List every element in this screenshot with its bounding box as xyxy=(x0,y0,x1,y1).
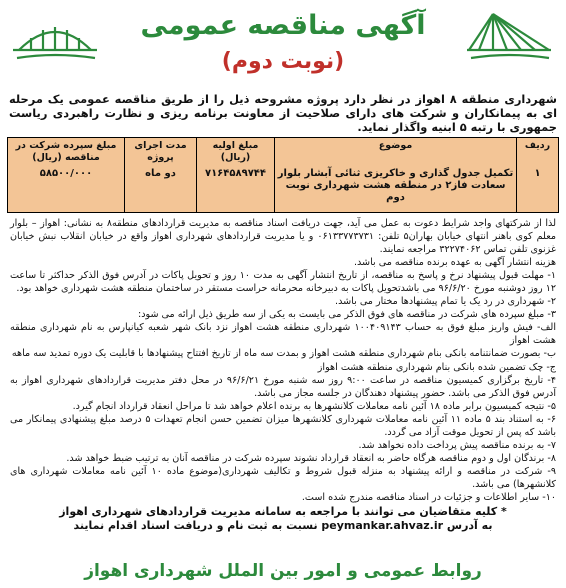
page-title: آگهی مناقصه عمومی xyxy=(140,10,426,41)
table-header-deposit: مبلغ اولیه (ریال) xyxy=(212,140,259,163)
website-link[interactable]: peymankar.ahvaz.ir xyxy=(321,519,444,533)
terms-body xyxy=(5,213,561,533)
footer-url-prefix: به آدرس xyxy=(446,519,493,533)
intro-paragraph: شهرداری منطقه ۸ اهواز در نظر دارد پروژه مشروحه ذیل را از طریق مناقصه عمومی یک مرحله ای به پیمانکاران و شرکت های دارای صلاحیت از معاونت برنامه ریزی و نظارت راهبردی ریاست جمهوری با رتبه ۵ ابنیه واگذار نماید. xyxy=(9,92,557,134)
bridge-icon xyxy=(463,6,555,64)
table-cell-amount: ۵۸۵۰۰/۰۰۰ xyxy=(39,168,93,179)
body-paragraph: ۷- به برنده مناقصه پیش پرداخت داده نخواهد شد. xyxy=(358,439,556,451)
body-paragraph: ۳- مبلغ سپرده های شرکت در مناقصه های فوق الذکر می بایست به یکی از سه طریق ذیل ارائه می شود: xyxy=(138,309,556,321)
table-cell-row: ۱ xyxy=(534,168,541,179)
table-header-row: ردیف xyxy=(524,140,551,151)
body-paragraph: الف- فیش واریز مبلغ فوق به حساب ۱۰۰۴۰۹۱۴۳ شهرداری منطقه هشت اهواز نزد بانک شهر شعبه کیانپارس به نام شهرداری منطقه هشت اهواز xyxy=(10,322,556,347)
table-cell-subject: تکمیل جدول گذاری و خاکریزی ثنائی آبشار بلوار سعادت فاز۲ در منطقه هشت شهرداری نوبت دوم xyxy=(277,168,514,203)
body-paragraph: ۴- تاریخ برگزاری کمیسیون مناقصه در ساعت ۹:۰۰ روز سه شنبه مورخ ۹۶/۶/۲۱ در محل دفتر مدیریت قراردادهای شهرداری اهواز به آدرس فوق الذکر می باشد. حضور پیشنهاد دهندگان در جلسه مجاز می باشد. xyxy=(10,374,556,399)
table-cell-duration: دو ماه xyxy=(145,168,176,179)
table-cell-deposit: ۷۱۶۴۵۸۹۷۴۴ xyxy=(204,168,267,179)
body-paragraph: ۲- شهرداری در رد یک یا تمام پیشنهادها مختار می باشد. xyxy=(335,296,556,308)
body-paragraph: ۹- شرکت در مناقصه و ارائه پیشنهاد به منزله قبول شروط و تکالیف شهرداری(موضوع ماده ۱۰ آئین نامه معاملات شهرداری های کلانشهرها) می باشد. xyxy=(10,465,556,490)
body-paragraph: ۱۰- سایر اطلاعات و جزئیات در اسناد مناقصه مندرج شده است. xyxy=(301,491,556,503)
footer-url-line xyxy=(10,519,556,533)
body-paragraph: ج- چک تضمین شده بانکی بنام شهرداری منطقه هشت اهواز xyxy=(317,361,556,373)
table-column-subject xyxy=(274,138,516,212)
signature: روابط عمومی و امور بین الملل شهرداری اهواز xyxy=(84,561,482,581)
body-paragraph: ۱- مهلت قبول پیشنهاد نرخ و پاسخ به مناقصه، از تاریخ انتشار آگهی به مدت ۱۰ روز و تحویل پاکات در آدرس فوق الذکر حداکثر تا ساعت ۱۲ روز دوشنبه مورخ ۹۶/۶/۲۰ می باشدتحویل پاکات به دبیرخانه محرمانه حراست مستقر در ساختمان منطقه هشت شهرداری خواهد بود. xyxy=(10,270,556,295)
body-paragraph: ۸- برندگان اول و دوم مناقصه هرگاه حاضر به انعقاد قرارداد نشوند سپرده شرکت در مناقصه آنان به ترتیب ضبط خواهد شد. xyxy=(66,452,556,464)
table-column-row xyxy=(516,138,558,212)
body-paragraph: ۵- نتیجه کمیسیون برابر ماده ۱۸ آئین نامه معاملات کلانشهرها به برنده اعلام خواهد شد تا مراحل انعقاد قرارداد انجام گیرد. xyxy=(72,400,556,412)
table-column-amount xyxy=(8,138,124,212)
tender-table xyxy=(7,137,559,213)
table-header-amount: مبلغ سپرده شرکت در مناقصه (ریال) xyxy=(15,140,117,163)
body-paragraph: ب- بصورت ضمانتنامه بانکی بنام شهرداری منطقه هشت اهواز و بمدت سه ماه از تاریخ افتتاح پیشنهادها با قابلیت یک دوره تمدید سه ماهه xyxy=(11,348,556,360)
body-paragraph: ۶- به استناد بند ۵ ماده ۱۱ آئین نامه معاملات شهرداری کلانشهرها میزان تضمین حسن انجام تعهدات ۵ درصد مبلغ پیشنهادی پیمانکار می باشد که پس از تحویل موقت آزاد می گردد. xyxy=(10,413,556,438)
body-paragraph: هزینه انتشار آگهی به عهده برنده مناقصه می باشد. xyxy=(353,257,556,269)
table-header-subject: موضوع xyxy=(378,140,413,151)
page-subtitle: (نوبت دوم) xyxy=(221,49,345,74)
table-header-duration: مدت اجرای پروژه xyxy=(134,140,187,163)
footer-url-suffix: نسبت به ثبت نام و دریافت اسناد اقدام نمایند xyxy=(73,519,318,533)
body-paragraph: لذا از شرکتهای واجد شرایط دعوت به عمل می آید، جهت دریافت اسناد مناقصه به مدیریت قراردادهای منطقه۸ به نشانی: اهواز – بلوار معلم کوی باهنر انتهای خیابان بهاران۵ تلفن: ۰۶۱۳۳۷۷۳۷۳۱ و یا مدیریت قراردادهای شهرداری اهواز واقع در خیابان انقلاب نبش خیابان غزنوی تلفن تماس ۳۲۲۷۴۰۶۲ مراجعه نمایند. xyxy=(10,218,556,256)
header xyxy=(5,4,561,90)
table-column-duration xyxy=(124,138,196,212)
table-column-deposit xyxy=(196,138,274,212)
footer-note: * کلیه متقاضیان می توانند با مراجعه به سامانه مدیریت قراردادهای شهرداری اهواز xyxy=(59,505,507,519)
